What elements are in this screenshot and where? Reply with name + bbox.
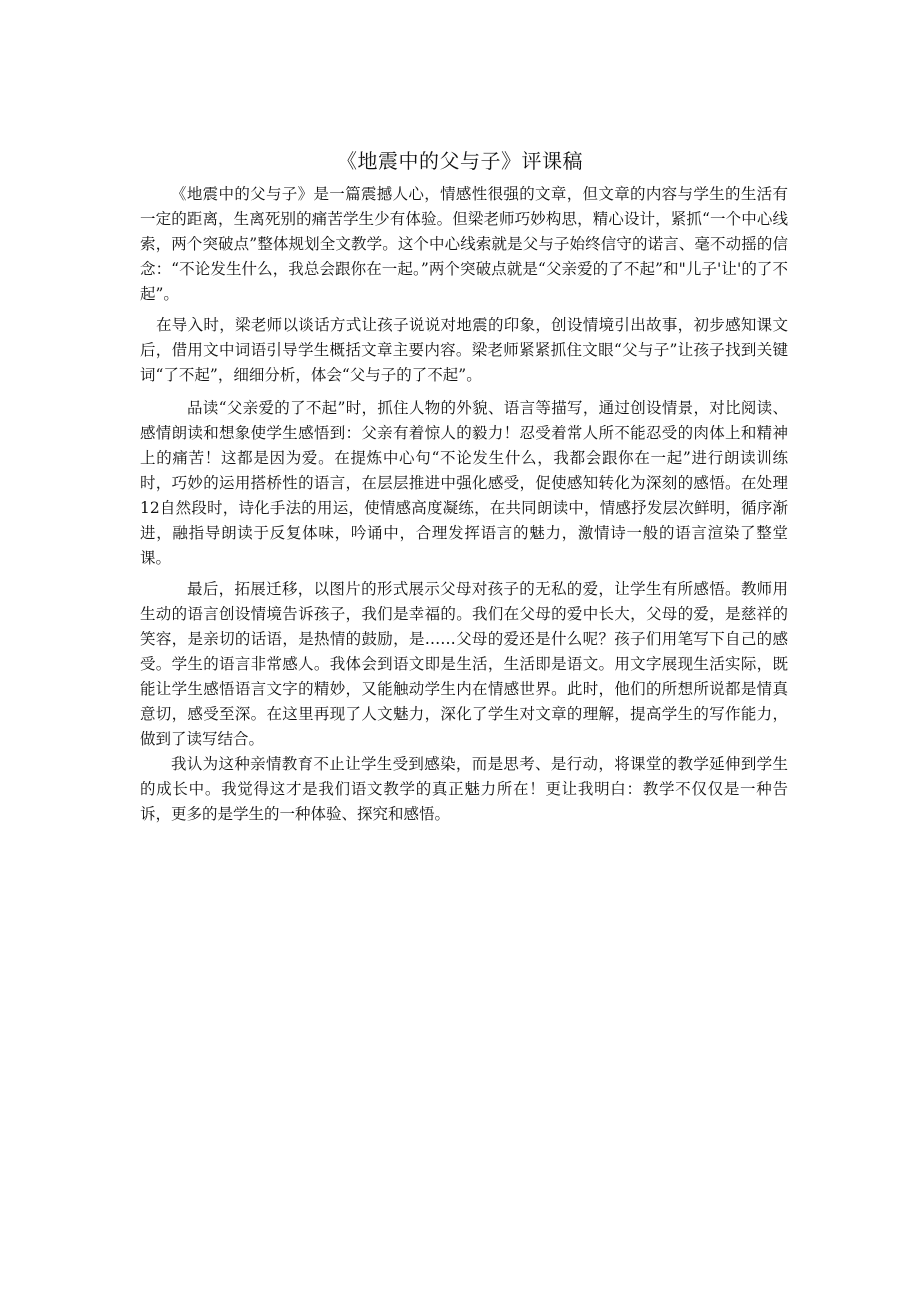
- paragraph-intro: 《地震中的父与子》是一篇震撼人心，情感性很强的文章，但文章的内容与学生的生活有一定的距离，生离死别的痛苦学生少有体验。但梁老师巧妙构思，精心设计，紧抓“一个中心线索，两个突破点”整体规划全文教学。这个中心线索就是父与子始终信守的诺言、毫不动摇的信念：“不论发生什么，我总会跟你在一起。”两个突破点就是“父亲爱的了不起”和"儿子'让'的了不起”。: [140, 185, 788, 303]
- paragraph-father-love: 品读“父亲爱的了不起”时，抓住人物的外貌、语言等描写，通过创设情景，对比阅读、感情朗读和想象使学生感悟到：父亲有着惊人的毅力！忍受着常人所不能忍受的肉体上和精神上的痛苦！这都是因为爱。在提炼中心句“不论发生什么，我都会跟你在一起”进行朗读训练时，巧妙的运用搭桥性的语言，在层层推进中强化感受，促使感知转化为深刻的感悟。在处理12自然段时，诗化手法的用运，使情感高度凝练，在共同朗读中，情感抒发层次鲜明，循序渐进，融指导朗读于反复体味，吟诵中，合理发挥语言的魅力，激情诗一般的语言渲染了整堂课。: [140, 399, 788, 567]
- document-body: [140, 182, 788, 827]
- document-title: 《地震中的父与子》评课稿: [337, 149, 583, 173]
- paragraph-conclusion: 我认为这种亲情教育不止让学生受到感染，而是思考、是行动，将课堂的教学延伸到学生的成长中。我觉得这才是我们语文教学的真正魅力所在！更让我明白：教学不仅仅是一种告诉，更多的是学生的一种体验、探究和感悟。: [140, 755, 788, 823]
- paragraph-extension: 最后，拓展迁移，以图片的形式展示父母对孩子的无私的爱，让学生有所感悟。教师用生动的语言创设情境告诉孩子，我们是幸福的。我们在父母的爱中长大，父母的爱，是慈祥的笑容，是亲切的话语，是热情的鼓励，是……父母的爱还是什么呢？孩子们用笔写下自己的感受。学生的语言非常感人。我体会到语文即是生活，生活即是语文。用文字展现生活实际，既能让学生感悟语言文字的精妙，又能触动学生内在情感世界。此时，他们的所想所说都是情真意切，感受至深。在这里再现了人文魅力，深化了学生对文章的理解，提高学生的写作能力，做到了读写结合。: [140, 580, 788, 748]
- paragraph-lead-in: 在导入时，梁老师以谈话方式让孩子说说对地震的印象，创设情境引出故事，初步感知课文后，借用文中词语引导学生概括文章主要内容。梁老师紧紧抓住文眼“父与子”让孩子找到关键词“了不起”，细细分析，体会“父与子的了不起”。: [140, 316, 788, 384]
